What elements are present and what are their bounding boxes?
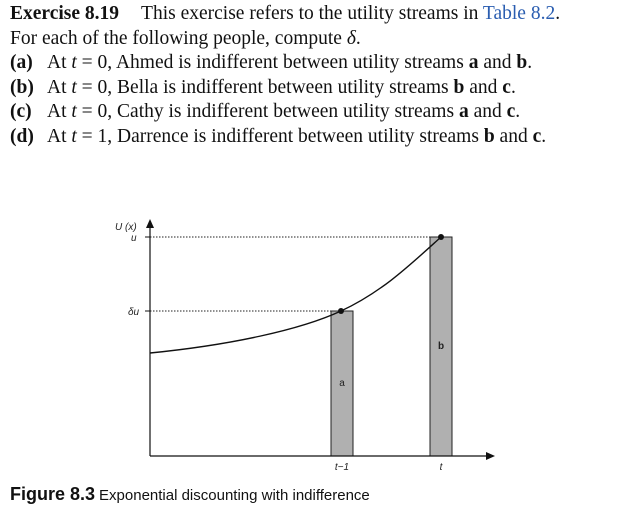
y-axis-label: U (x) [115,222,137,233]
y-tick-delta-u: δu [128,307,140,318]
point-b [438,234,444,240]
item-text: and [494,125,533,147]
bar-b-label: b [437,341,445,352]
item-time-var: t [71,101,77,123]
item-label: (c) [10,101,32,123]
utility-curve [150,237,441,353]
item-text: At [47,101,72,123]
item-text: = 0, Cathy is indifferent between utility streams [76,101,459,123]
item-text: and [464,76,503,98]
item-text: = 0, Ahmed is indifferent between utility streams [76,52,469,74]
bar-a-label: a [339,378,345,389]
item-label: (b) [10,76,34,98]
item-text: At [47,52,72,74]
table-link[interactable]: Table 8.2 [482,3,556,24]
item-label: (a) [10,52,33,74]
x-tick-t: t [439,462,443,473]
item-text: = 0, Bella is indifferent between utility streams [76,76,454,98]
item-label: (d) [10,125,34,147]
instruction-text: For each of the following people, compute [10,27,347,49]
item-stream: c [502,76,511,98]
item-text: = 1, Darrence is indifferent between utility streams [76,125,484,147]
x-axis-arrow [486,452,495,460]
instruction-period: . [355,27,361,49]
item-text: At [47,76,72,98]
point-a [338,308,344,314]
item-time-var: t [71,76,77,98]
item-time-var: t [71,125,77,147]
item-stream: b [453,76,465,98]
figure-caption [10,484,370,505]
exercise-title: Exercise 8.19 [10,3,120,24]
item-text: . [515,101,521,123]
item-text: and [468,101,507,123]
delta-symbol: δ [346,27,356,49]
item-text: . [527,52,533,74]
item-stream: a [468,52,479,74]
exercise-intro: This exercise refers to the utility streams in [141,3,483,24]
item-stream: c [506,101,516,123]
item-stream: b [516,52,528,74]
item-stream: b [483,125,495,147]
y-tick-u: u [131,233,137,244]
item-text: . [510,76,516,98]
x-tick-t-minus-1: t−1 [334,462,350,473]
intro-period: . [555,3,561,24]
item-text: and [478,52,517,74]
y-axis-arrow [146,219,154,228]
item-time-var: t [71,52,77,74]
item-text: . [541,125,547,147]
item-stream: a [458,101,469,123]
item-text: At [47,125,72,147]
figure-caption-text: Exponential discounting with indifference [99,487,370,504]
figure-number: Figure 8.3 [10,484,96,504]
item-stream: c [532,125,542,147]
